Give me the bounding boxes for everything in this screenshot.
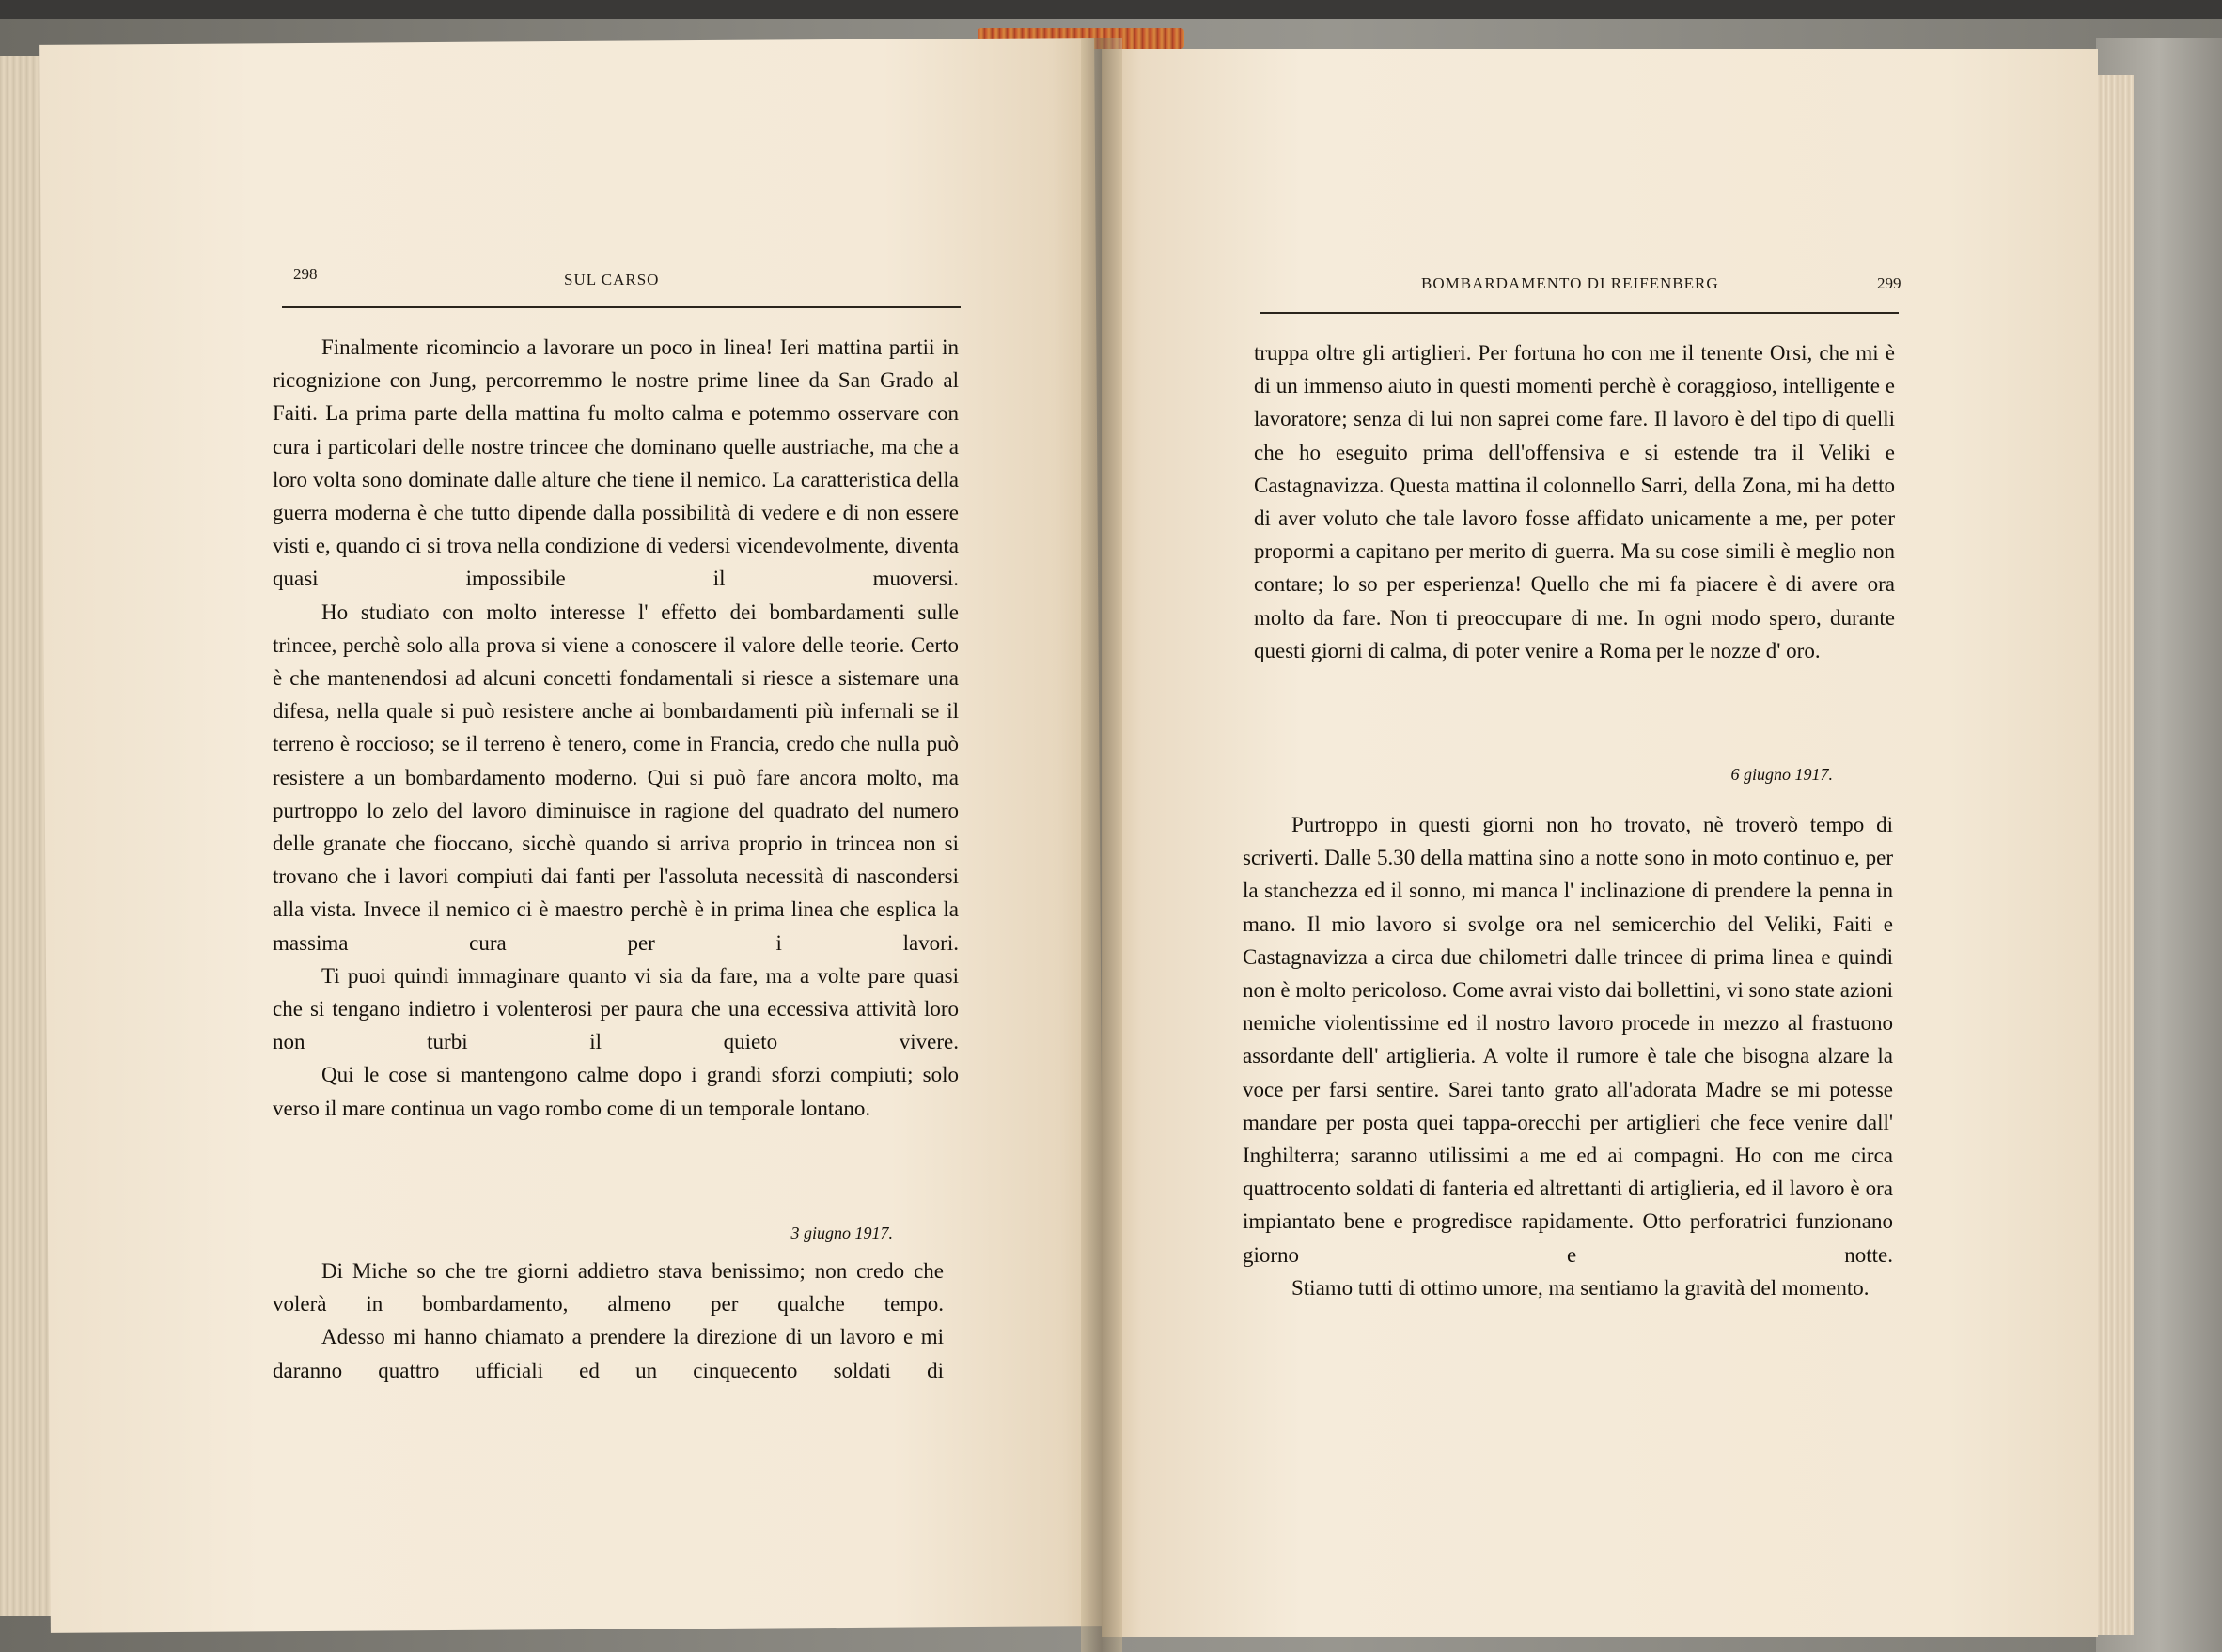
- right-header-rule: [1260, 312, 1899, 314]
- right-text-block-2: [1243, 808, 1893, 1304]
- right-text-block: [1254, 336, 1895, 667]
- left-paragraph-5: Di Miche so che tre giorni addietro stava benissimo; non credo che volerà in bombardamento, almeno per qualche tempo.: [273, 1259, 944, 1317]
- left-text-block-2: [273, 1255, 944, 1387]
- right-page-number: 299: [1877, 274, 1901, 292]
- left-paragraph-2: Ho studiato con molto interesse l' effetto dei bombardamenti sulle trincee, perchè solo alla prova si viene a conoscere il valore delle teorie. Certo è che mantenendosi ad alcuni concetti fondamentali si riesce a sistemare una difesa, nella quale si può resistere anche ai bombardamenti più infernali se il terreno è roccioso; se il terreno è tenero, come in Francia, credo che nulla può resistere a un bombardamento moderno. Qui si può fare ancora molto, ma purtroppo lo zelo del lavoro diminuisce in ragione del quadrato del numero delle granate che fioccano, sicchè quando si arriva proprio in trincea non si trovano che i lavori compiuti dai fanti per l'assoluta necessità di nascondersi alla vista. Invece il nemico ci è maestro perchè è in prima linea che esplica la massima cura per i lavori.: [273, 600, 959, 955]
- left-paragraph-6: Adesso mi hanno chiamato a prendere la direzione di un lavoro e mi daranno quattro ufficiali ed un cinquecento soldati di: [273, 1325, 944, 1382]
- right-paragraph-1: truppa oltre gli artiglieri. Per fortuna ho con me il tenente Orsi, che mi è di un immenso aiuto in questi momenti perchè è coraggioso, intelligente e lavoratore; senza di lui non saprei come fare. Il lavoro è del tipo di quelli che ho eseguito prima dell'offensiva e si estende tra il Veliki e Castagnavizza. Questa mattina il colonnello Sarri, della Zona, mi ha detto di aver voluto che tale lavoro fosse affidato unicamente a me, per poter propormi a capitano per merito di guerra. Ma su cose simili è meglio non contare; lo so per esperienza! Quello che mi fa piacere è di avere ora molto da fare. Non ti preoccupare di me. In ogni modo spero, durante questi giorni di calma, di poter venire a Roma per le nozze d' oro.: [1254, 341, 1895, 662]
- left-dateline: 3 giugno 1917.: [790, 1223, 893, 1242]
- left-paragraph-3: Ti puoi quindi immaginare quanto vi sia da fare, ma a volte pare quasi che si tengano indietro i volenterosi per paura che una eccessiva attività loro non turbi il quieto vivere.: [273, 963, 959, 1054]
- book-gutter: [1081, 38, 1122, 1652]
- right-paragraph-2: Purtroppo in questi giorni non ho trovato, nè troverò tempo di scriverti. Dalle 5.30 della mattina sino a notte sono in moto continuo e, per la stanchezza ed il sonno, mi manca l' inclinazione di prendere la penna in mano. Il mio lavoro si svolge ora nel semicerchio del Veliki, Faiti e Castagnavizza a circa due chilometri dalle trincee di prima linea e quindi non è molto pericoloso. Come avrai visto dai bollettini, vi sono state azioni nemiche violentissime ed il nostro lavoro procede in mezzo al frastuono assordante dell' artiglieria. A volte il rumore è tale che bisogna alzare la voce per farsi sentire. Sarei tanto grato all'adorata Madre se mi potesse mandare per posta quei tappa-orecchi per artiglieri che fece venire dall' Inghilterra; saranno utilissimi a me ed ai compagni. Ho con me circa quattrocento soldati di fanteria ed altrettanti di artiglieria, ed il lavoro è ora impiantato bene e progredisce rapidamente. Otto perforatrici funzionano giorno e notte.: [1243, 813, 1893, 1267]
- left-text-block: [273, 331, 959, 1125]
- left-header-rule: [282, 306, 961, 308]
- left-running-head: SUL CARSO: [564, 271, 660, 288]
- left-page-number: 298: [293, 265, 318, 283]
- right-running-head: BOMBARDAMENTO DI REIFENBERG: [1421, 274, 1719, 292]
- right-paragraph-3: Stiamo tutti di ottimo umore, ma sentiamo la gravità del momento.: [1291, 1275, 1870, 1300]
- left-paragraph-4: Qui le cose si mantengono calme dopo i grandi sforzi compiuti; solo verso il mare continua un vago rombo come di un temporale lontano.: [273, 1063, 959, 1120]
- left-paragraph-1: Finalmente ricomincio a lavorare un poco in linea! Ieri mattina partii in ricognizione con Jung, percorremmo le nostre prime linee da San Grado al Faiti. La prima parte della mattina fu molto calma e potemmo osservare con cura i particolari delle nostre trincee che dominano quelle austriache, ma che a loro volta sono dominate dalle alture che tiene il nemico. La caratteristica della guerra moderna è che tutto dipende dalla possibilità di vedere e di non essere visti e, quando ci si trova nella condizione di vedersi vicendevolmente, diventa quasi impossibile il muoversi.: [273, 335, 959, 591]
- right-dateline: 6 giugno 1917.: [1730, 765, 1833, 784]
